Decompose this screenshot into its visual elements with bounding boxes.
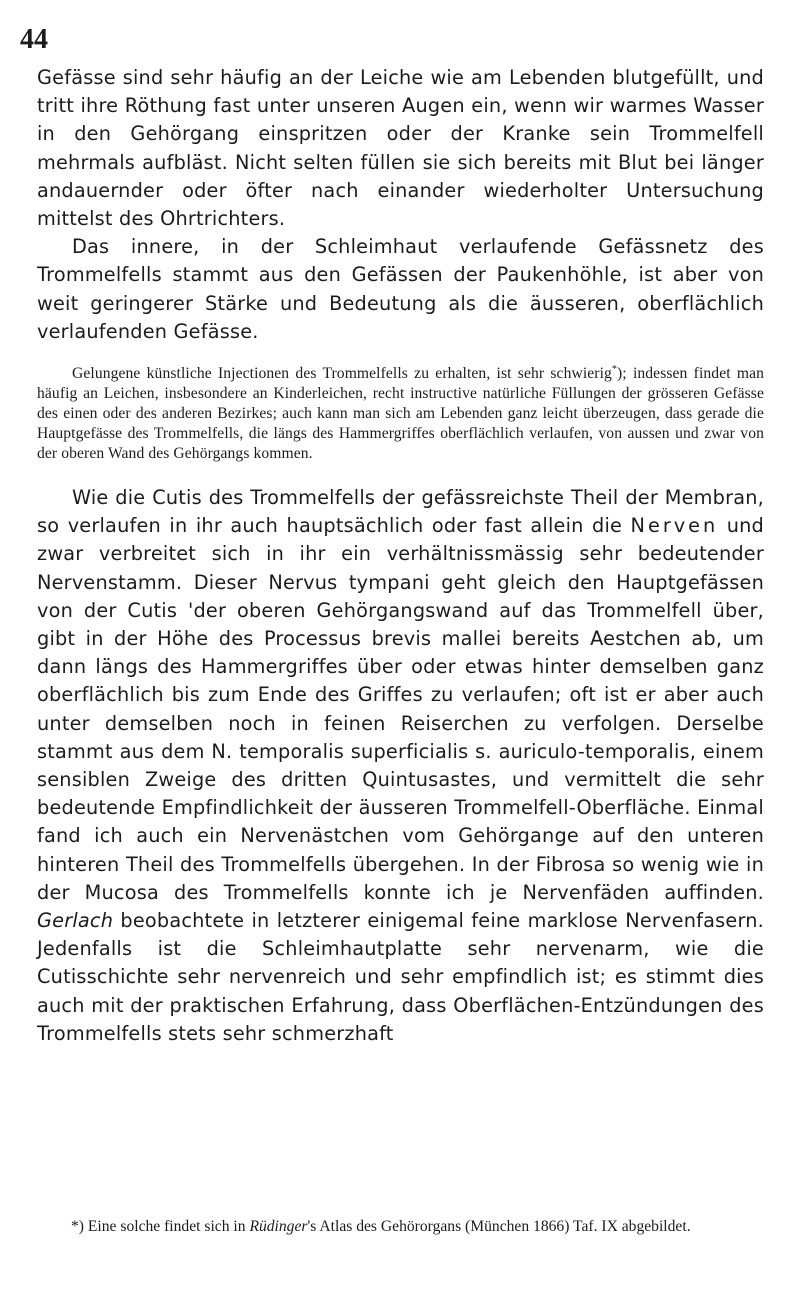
- footnote-text-b: 's Atlas des Gehörorgans (München 1866) Taf. IX abgebildet.: [307, 1218, 691, 1235]
- footnote-reference-mark: *: [611, 363, 618, 375]
- footnote-text-a: Eine solche findet sich in: [84, 1218, 250, 1235]
- nerven-emphasis: Nerven: [630, 514, 719, 538]
- author-gerlach: Gerlach: [37, 909, 114, 933]
- small-print-text-b: ); indessen findet man häufig an Leichen, insbesondere an Kinderleichen, recht instructive natürliche Füllungen der grösseren Gefässe des einen oder des anderen Bezirkes; auch kann man sich am Lebenden ganz leicht überzeugen, dass gerade die Hauptgefässe des Trommelfells, die längs des Hammergriffes oberflächlich verlaufen, von aussen und zwar von der oberen Wand des Gehörgangs kommen.: [37, 365, 765, 463]
- paragraph-nerves: [37, 484, 764, 1048]
- page-body: [37, 64, 764, 1048]
- paragraph-vessels-filled: Gefässe sind sehr häufig an der Leiche wie am Lebenden blutgefüllt, und tritt ihre Röthung fast unter unseren Augen ein, wenn wir warmes Wasser in den Gehörgang einspritzen oder der Kranke sein Trommelfell mehrmals aufbläst. Nicht selten füllen sie sich bereits mit Blut bei länger andauernder oder öfter nach einander wiederholter Untersuchung mittelst des Ohrtrichters.: [37, 66, 764, 231]
- page-number: 44: [20, 24, 48, 55]
- footnote-mark: *): [71, 1218, 84, 1235]
- nerves-text-a: Wie die Cutis des Trommelfells der gefässreichste Theil der Membran, so verlaufen in ihr auch hauptsächlich oder fast allein die: [37, 486, 764, 538]
- nerves-text-c: beobachtete in letzterer einigemal feine marklose Nervenfasern. Jedenfalls ist die Schleimhautplatte sehr nervenarm, wie die Cutisschichte sehr nervenreich und sehr empfindlich ist; es stimmt dies auch mit der praktischen Erfahrung, dass Oberflächen-Entzündungen des Trommelfells stets sehr schmerzhaft: [37, 909, 764, 1045]
- small-print-text-a: Gelungene künstliche Injectionen des Trommelfells zu erhalten, ist sehr schwierig: [72, 365, 612, 383]
- small-print-injection-note: [37, 364, 764, 464]
- author-ruedinger: Rüdinger: [249, 1218, 308, 1235]
- paragraph-inner-vessel-network: Das innere, in der Schleimhaut verlaufende Gefässnetz des Trommelfells stammt aus den Gefässen der Paukenhöhle, ist aber von weit geringerer Stärke und Bedeutung als die äusseren, oberflächlich verlaufenden Gefässe.: [37, 235, 764, 343]
- nerves-text-b: und zwar verbreitet sich in ihr ein verhältnissmässig sehr bedeutender Nervenstamm. Dieser Nervus tympani geht gleich den Hauptgefässen von der Cutis 'der oberen Gehörgangswand auf das Trommelfell über, gibt in der Höhe des Processus brevis mallei bereits Aestchen ab, um dann längs des Hammergriffes über oder etwas hinter demselben ganz oberflächlich bis zum Ende des Griffes zu verlaufen; oft ist er aber auch unter demselben noch in feinen Reiserchen zu verfolgen. Derselbe stammt aus dem N. temporalis superficialis s. auriculo-temporalis, einem sensiblen Zweige des dritten Quintusastes, und vermittelt die sehr bedeutende Empfindlichkeit der äusseren Trommelfell-Oberfläche. Einmal fand ich auch ein Nervenästchen vom Gehörgange auf den unteren hinteren Theil des Trommelfells übergehen. In der Fibrosa so wenig wie in der Mucosa des Trommelfells konnte ich je Nervenfäden auffinden.: [37, 514, 764, 904]
- footnote: [37, 1216, 764, 1237]
